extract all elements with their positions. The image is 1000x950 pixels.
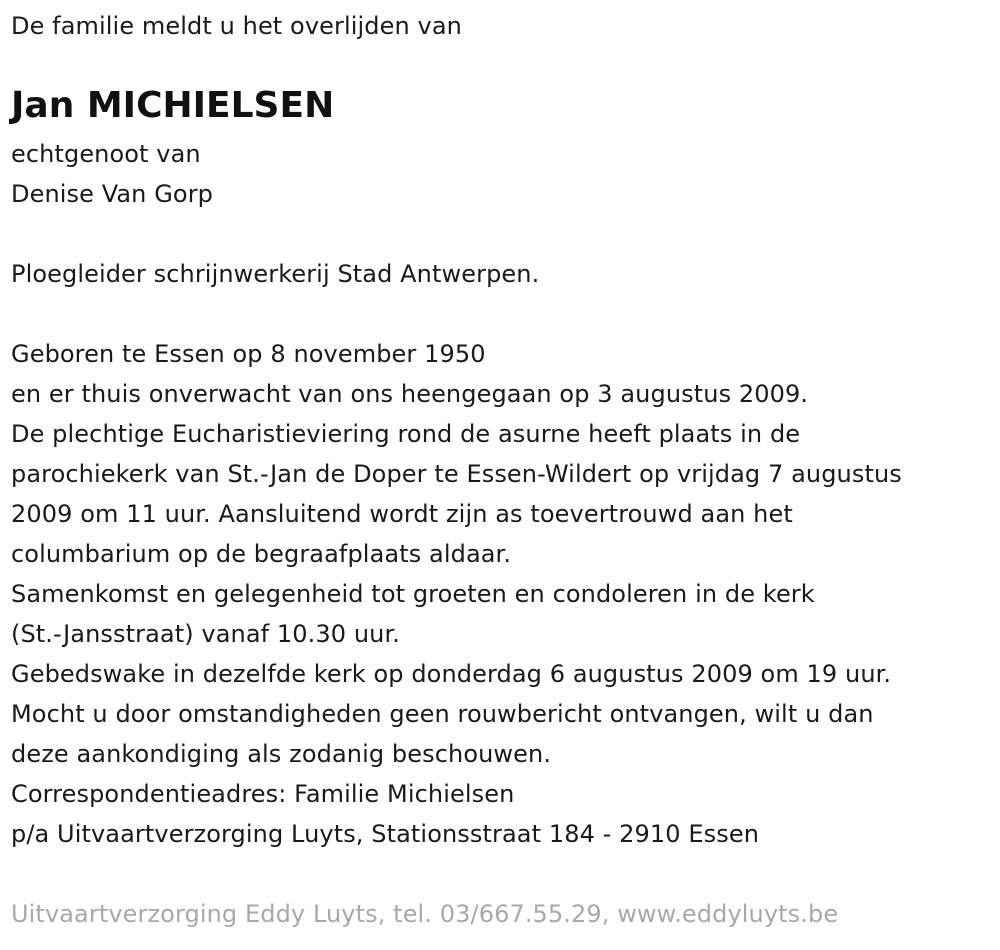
detail-line: parochiekerk van St.-Jan de Doper te Essen-Wildert op vrijdag 7 augustus	[11, 460, 902, 488]
details-block	[11, 334, 902, 854]
detail-line: Gebedswake in dezelfde kerk op donderdag 6 augustus 2009 om 19 uur.	[11, 660, 892, 688]
detail-line: Geboren te Essen op 8 november 1950	[11, 340, 486, 368]
detail-line: en er thuis onverwacht van ons heengegaan op 3 augustus 2009.	[11, 380, 809, 408]
detail-line: De plechtige Eucharistieviering rond de asurne heeft plaats in de	[11, 420, 801, 448]
detail-line: 2009 om 11 uur. Aansluitend wordt zijn as toevertrouwd aan het	[11, 500, 793, 528]
intro-text: De familie meldt u het overlijden van	[11, 12, 462, 40]
spouse-line: Denise Van Gorp	[11, 180, 214, 208]
detail-line: Mocht u door omstandigheden geen rouwbericht ontvangen, wilt u dan	[11, 700, 874, 728]
detail-line: (St.-Jansstraat) vanaf 10.30 uur.	[11, 620, 400, 648]
detail-line: columbarium op de begraafplaats aldaar.	[11, 540, 512, 568]
detail-line: Correspondentieadres: Familie Michielsen	[11, 780, 515, 808]
detail-line: deze aankondiging als zodanig beschouwen.	[11, 740, 552, 768]
spouse-block	[11, 134, 213, 214]
spouse-line: echtgenoot van	[11, 140, 201, 168]
occupation-text: Ploegleider schrijnwerkerij Stad Antwerpen.	[11, 260, 540, 288]
detail-line: p/a Uitvaartverzorging Luyts, Stationsstraat 184 - 2910 Essen	[11, 820, 760, 848]
deceased-name: Jan MICHIELSEN	[11, 85, 335, 126]
funeral-home-footer: Uitvaartverzorging Eddy Luyts, tel. 03/667.55.29, www.eddyluyts.be	[11, 900, 839, 928]
detail-line: Samenkomst en gelegenheid tot groeten en condoleren in de kerk	[11, 580, 815, 608]
